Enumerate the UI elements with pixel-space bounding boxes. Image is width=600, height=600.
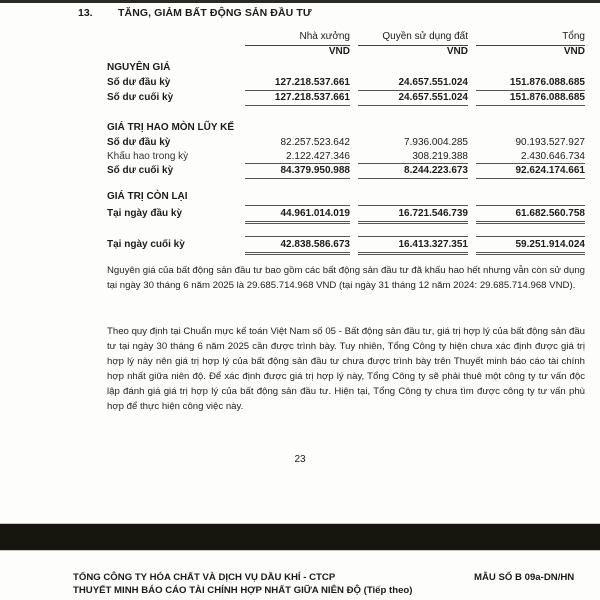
cell-value: 44.961.014.019 [280, 208, 350, 219]
cell-value: 82.257.523.642 [280, 137, 350, 148]
column-header-factory: Nhà xưởng [299, 31, 350, 42]
total-rule [358, 178, 468, 179]
cell-value: 16.721.546.739 [398, 208, 468, 219]
cell-value: 2.122.427.346 [286, 151, 350, 162]
row-label: Khấu hao trong kỳ [107, 151, 189, 162]
column-header-land-use-rights: Quyền sử dụng đất [382, 31, 468, 42]
column-unit: VND [446, 46, 468, 57]
subtotal-rule [245, 90, 350, 91]
subtotal-rule [476, 163, 585, 164]
top-rule [476, 205, 585, 206]
company-name: TỔNG CÔNG TY HÓA CHẤT VÀ DỊCH VỤ DẦU KHÍ - CTCP [73, 572, 336, 583]
cell-value: 151.876.088.685 [509, 77, 585, 88]
row-label: Tại ngày đầu kỳ [107, 208, 183, 219]
group-heading: GIÁ TRỊ CÒN LẠI [107, 191, 188, 202]
section-title: TĂNG, GIẢM BẤT ĐỘNG SẢN ĐẦU TƯ [118, 7, 312, 19]
cell-value: 308.219.388 [412, 151, 468, 162]
page-break-band [0, 523, 600, 551]
total-rule [358, 105, 468, 106]
top-rule [245, 236, 350, 237]
subtotal-rule [476, 90, 585, 91]
subtotal-rule [358, 163, 468, 164]
group-heading: NGUYÊN GIÁ [107, 62, 171, 73]
row-label: Số dư cuối kỳ [107, 165, 174, 176]
section-number: 13. [78, 7, 93, 19]
column-unit: VND [328, 46, 350, 57]
cell-value: 16.413.327.351 [398, 239, 468, 250]
top-rule [476, 236, 585, 237]
cell-value: 42.838.586.673 [280, 239, 350, 250]
double-rule [358, 252, 468, 255]
cell-value: 7.936.004.285 [404, 137, 468, 148]
double-rule [245, 221, 350, 224]
total-rule [245, 178, 350, 179]
row-label: Số dư đầu kỳ [107, 77, 171, 88]
cell-value: 127.218.537.661 [274, 77, 350, 88]
cell-value: 24.657.551.024 [398, 92, 468, 103]
cell-value: 90.193.527.927 [515, 137, 585, 148]
double-rule [476, 221, 585, 224]
column-header-total: Tổng [562, 31, 585, 42]
subtotal-rule [245, 163, 350, 164]
column-unit: VND [563, 46, 585, 57]
top-rule [358, 236, 468, 237]
double-rule [358, 221, 468, 224]
cell-value: 61.682.560.758 [515, 208, 585, 219]
total-rule [476, 178, 585, 179]
cell-value: 59.251.914.024 [515, 239, 585, 250]
cell-value: 24.657.551.024 [398, 77, 468, 88]
note-paragraph-fair-value: Theo quy định tại Chuẩn mực kế toán Việt Nam số 05 - Bất động sản đầu tư, giá trị hợp lý của bất động sản đầu tư tại ngày 30 tháng 6 năm 2025 cần được trình bày. Tuy nhiên, Tổng Công ty hiện chưa xác định được giá trị hợp lý này nên giá trị hợp lý của bất động sản đầu tư chưa được trình bày trên Thuyết minh báo cáo tài chính hợp nhất giữa niên độ. Để xác định được giá trị hợp lý này, Tổng Công ty sẽ phải thuê một công ty tư vấn độc lập đánh giá giá trị hợp lý của bất động sản đầu tư. Hiện tại, Tổng Công ty chưa tìm được công ty tư vấn phù hợp để thực hiện công việc này. [107, 326, 585, 412]
row-label: Số dư cuối kỳ [107, 92, 174, 103]
double-rule [245, 252, 350, 255]
total-rule [476, 105, 585, 106]
page-top-edge [0, 0, 600, 3]
row-label: Số dư đầu kỳ [107, 137, 171, 148]
report-title: THUYẾT MINH BÁO CÁO TÀI CHÍNH HỢP NHẤT GIỮA NIÊN ĐỘ (Tiếp theo) [73, 585, 413, 596]
top-rule [358, 205, 468, 206]
page-number: 23 [294, 454, 306, 465]
top-rule [245, 205, 350, 206]
cell-value: 8.244.223.673 [404, 165, 468, 176]
subtotal-rule [358, 90, 468, 91]
cell-value: 92.624.174.661 [515, 165, 585, 176]
cell-value: 2.430.646.734 [521, 151, 585, 162]
group-heading: GIÁ TRỊ HAO MÒN LŨY KẾ [107, 122, 235, 133]
cell-value: 84.379.950.988 [280, 165, 350, 176]
double-rule [476, 252, 585, 255]
cell-value: 127.218.537.661 [274, 92, 350, 103]
note-paragraph-fully-depreciated: Nguyên giá của bất động sản đầu tư bao gồm các bất động sản đầu tư đã khấu hao hết nhưng vẫn còn sử dụng tại ngày 30 tháng 6 năm 2025 là 29.685.714.968 VND (tại ngày 31 tháng 12 năm 2024: 29.685.714.968 VND). [107, 265, 585, 291]
row-label: Tại ngày cuối kỳ [107, 239, 185, 250]
total-rule [245, 105, 350, 106]
cell-value: 151.876.088.685 [509, 92, 585, 103]
form-number: MẪU SỐ B 09a-DN/HN [474, 572, 575, 583]
